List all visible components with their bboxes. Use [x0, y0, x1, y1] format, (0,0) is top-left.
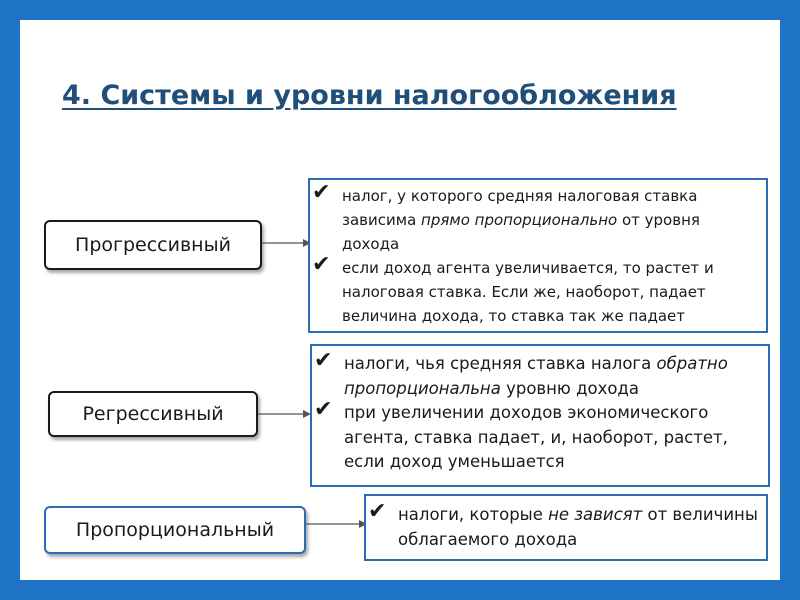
- regressive-item-2: ✔ при увеличении доходов экономического агента, ставка падает, и, наоборот, растет, если доход уменьшается: [314, 397, 728, 471]
- regressive-item-1: ✔ налоги, чья средняя ставка налога обратно пропорциональна уровню дохода: [314, 348, 728, 398]
- label-regressive: [48, 391, 258, 437]
- check-icon: ✔: [312, 180, 331, 205]
- arrow-progressive: [262, 236, 312, 250]
- label-regressive-text: Регрессивный: [82, 403, 224, 425]
- desc-box-proportional: [364, 494, 768, 561]
- desc-box-regressive: [310, 344, 770, 487]
- slide-title: 4. Системы и уровни налогообложения: [62, 80, 677, 111]
- label-progressive: [44, 220, 262, 270]
- proportional-item-1: ✔ налоги, которые не зависят от величины облагаемого дохода: [368, 499, 758, 549]
- progressive-item-1: ✔ налог, у которого средняя налоговая ставка зависима прямо пропорционально от уровня дохода: [312, 180, 700, 253]
- arrow-proportional: [306, 517, 368, 531]
- check-icon: ✔: [368, 499, 387, 524]
- check-icon: ✔: [314, 397, 333, 422]
- arrow-regressive: [258, 407, 312, 421]
- desc-box-progressive: [308, 178, 768, 333]
- check-icon: ✔: [314, 348, 333, 373]
- label-proportional-text: Пропорциональный: [75, 519, 275, 541]
- check-icon: ✔: [312, 252, 331, 277]
- progressive-item-2: ✔ если доход агента увеличивается, то растет и налоговая ставка. Если же, наоборот, падает величина дохода, то ставка так же падает: [312, 252, 714, 325]
- label-proportional: [44, 506, 306, 554]
- label-progressive-text: Прогрессивный: [75, 234, 231, 256]
